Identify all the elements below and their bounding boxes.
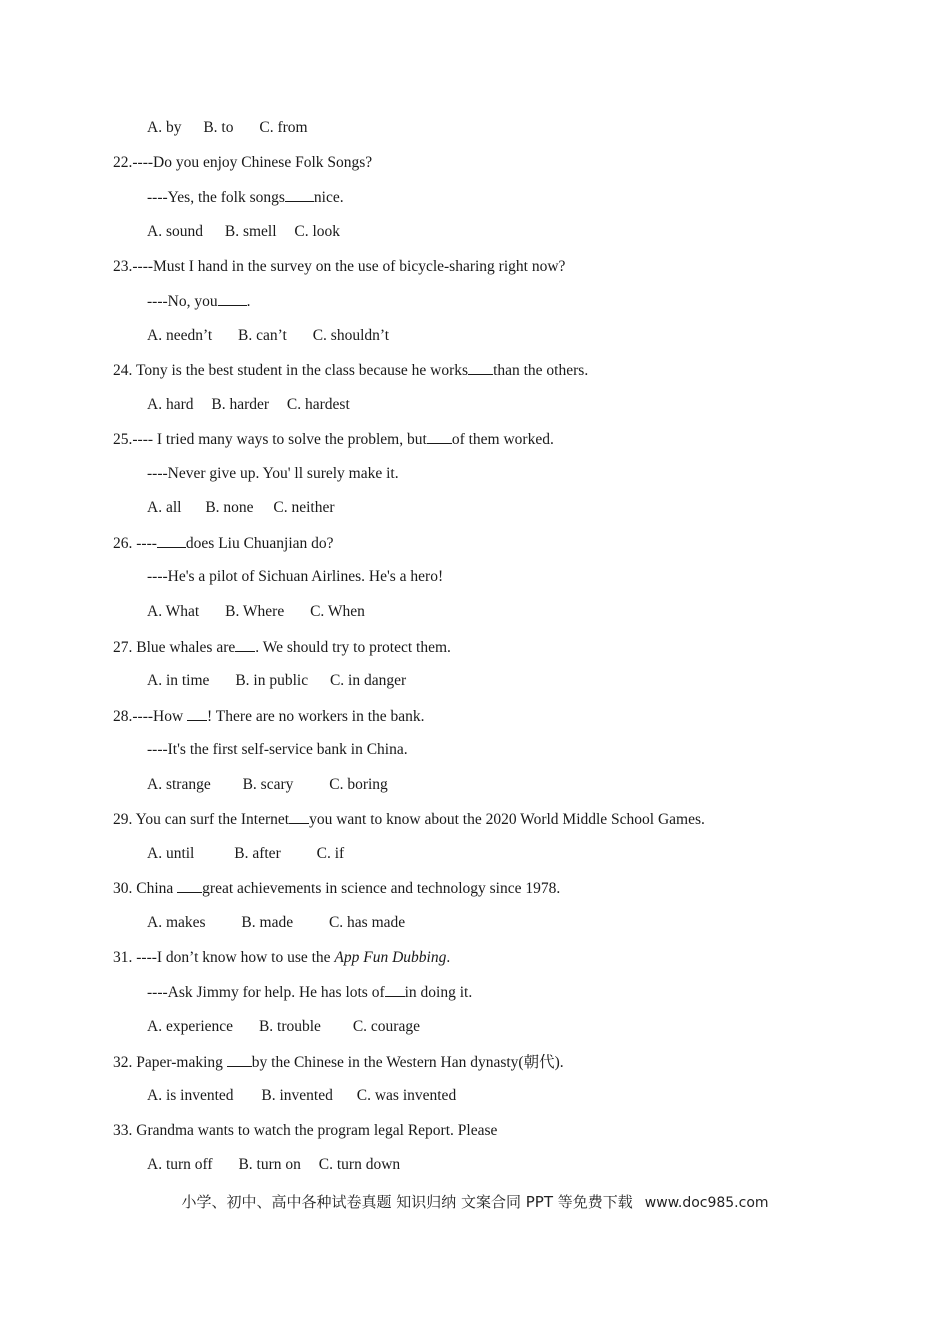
q23-options [147,326,389,346]
q27-option-c: C. in danger [329,672,407,689]
q32-prompt [113,1052,564,1073]
q30-blank [177,878,202,893]
q28-option-c: C. boring [329,776,388,793]
q28-prompt-pre: 28.----How [113,708,188,725]
q25-option-b: B. none [205,499,254,516]
q32-prompt-pre: 32. Paper-making [113,1054,227,1071]
q24-prompt-post: than the others. [493,362,589,379]
q31-prompt-pre: 31. ----I don’t know how to use the [113,949,335,966]
q22-reply [147,187,344,208]
q30-prompt [113,878,560,899]
q23-reply-post: . [246,293,251,310]
q31-app-name: App Fun Dubbing [334,949,447,966]
q23-reply [147,291,250,312]
q29-option-a: A. until [147,845,195,862]
q28-prompt-post: ! There are no workers in the bank. [207,708,425,725]
q22-option-a: A. sound [147,223,203,240]
q23-option-a: A. needn’t [147,327,213,344]
q28-blank [187,706,207,721]
q31-option-b: B. trouble [258,1018,321,1035]
q25-option-c: C. neither [273,499,335,516]
q26-prompt-pre: 26. ---- [113,535,157,552]
q21-option-c: C. from [259,119,308,136]
q29-option-c: C. if [316,845,345,862]
q23-option-b: B. can’t [238,327,287,344]
q21-options [147,118,308,138]
q33-prompt: 33. Grandma wants to watch the program legal Report. Please [113,1122,498,1139]
q28-option-b: B. scary [242,776,294,793]
q26-prompt [113,533,334,554]
q31-reply-post: in doing it. [404,984,473,1001]
q26-reply: ----He's a pilot of Sichuan Airlines. He's a hero! [147,568,444,585]
q30-prompt-post: great achievements in science and technology since 1978. [202,880,561,897]
q26-option-a: A. What [147,603,200,620]
footer-url[interactable]: www.doc985.com [644,1195,769,1211]
q31-blank [385,982,405,997]
q29-prompt-post: you want to know about the 2020 World Middle School Games. [309,811,705,828]
q22-reply-pre: ----Yes, the folk songs [147,189,285,206]
q25-options [147,498,335,518]
q21-option-a: A. by [147,119,182,136]
q31-reply-pre: ----Ask Jimmy for help. He has lots of [147,984,385,1001]
q25-blank [427,429,452,444]
q32-option-b: B. invented [261,1087,333,1104]
q26-option-c: C. When [310,603,365,620]
q27-options [147,671,406,691]
q28-prompt [113,706,425,727]
q25-reply: ----Never give up. You' ll surely make it. [147,465,399,482]
q25-prompt [113,429,554,450]
q21-option-b: B. to [203,119,234,136]
q27-option-a: A. in time [147,672,210,689]
q29-option-b: B. after [234,845,281,862]
q33-option-b: B. turn on [238,1156,301,1173]
q31-option-a: A. experience [147,1018,234,1035]
q30-prompt-pre: 30. China [113,880,178,897]
q31-option-c: C. courage [352,1018,420,1035]
q23-reply-pre: ----No, you [147,293,218,310]
q22-reply-post: nice. [313,189,344,206]
q24-prompt-pre: 24. Tony is the best student in the class because he works [113,362,469,379]
page-footer [0,1191,950,1212]
q25-option-a: A. all [147,499,182,516]
q26-options [147,602,365,622]
q25-prompt-pre: 25.---- I tried many ways to solve the problem, but [113,431,427,448]
q25-prompt-post: of them worked. [451,431,554,448]
q24-option-a: A. hard [147,396,194,413]
q23-prompt: 23.----Must I hand in the survey on the use of bicycle-sharing right now? [113,258,566,275]
q30-options [147,913,405,933]
q28-option-a: A. strange [147,776,211,793]
q31-reply [147,982,472,1003]
q24-option-c: C. hardest [286,396,350,413]
q30-option-a: A. makes [147,914,206,931]
q31-options [147,1017,420,1037]
q33-option-c: C. turn down [318,1156,401,1173]
q29-prompt-pre: 29. You can surf the Internet [113,811,290,828]
q31-prompt-post: . [446,949,451,966]
q23-blank [218,291,247,306]
q29-prompt [113,809,705,830]
q24-prompt [113,360,588,381]
q28-options [147,775,388,795]
q22-option-c: C. look [294,223,341,240]
q30-option-b: B. made [241,914,294,931]
q32-blank [227,1052,252,1067]
q27-blank [235,637,255,652]
q24-options [147,395,350,415]
q29-options [147,844,344,864]
q27-prompt-post: . We should try to protect them. [255,639,451,656]
q26-blank [157,533,186,548]
q32-options [147,1086,456,1106]
q31-prompt [113,948,450,968]
q23-option-c: C. shouldn’t [312,327,390,344]
q30-option-c: C. has made [328,914,406,931]
q26-option-b: B. Where [225,603,285,620]
q24-blank [468,360,493,375]
q27-prompt-pre: 27. Blue whales are [113,639,236,656]
q29-blank [289,809,309,824]
q22-option-b: B. smell [224,223,277,240]
footer-text: 小学、初中、高中各种试卷真题 知识归纳 文案合同 PPT 等免费下载 [181,1193,633,1211]
q22-prompt: 22.----Do you enjoy Chinese Folk Songs? [113,154,373,171]
q32-prompt-post: by the Chinese in the Western Han dynasty(朝代). [251,1054,564,1071]
q26-prompt-post: does Liu Chuanjian do? [185,535,334,552]
q32-option-c: C. was invented [356,1087,457,1104]
q27-prompt [113,637,451,658]
q28-reply: ----It's the first self-service bank in China. [147,741,408,758]
q27-option-b: B. in public [235,672,309,689]
q24-option-b: B. harder [211,396,270,413]
q33-options [147,1155,400,1175]
q22-options [147,222,340,242]
q22-blank [285,187,314,202]
q32-option-a: A. is invented [147,1087,234,1104]
q33-option-a: A. turn off [147,1156,213,1173]
